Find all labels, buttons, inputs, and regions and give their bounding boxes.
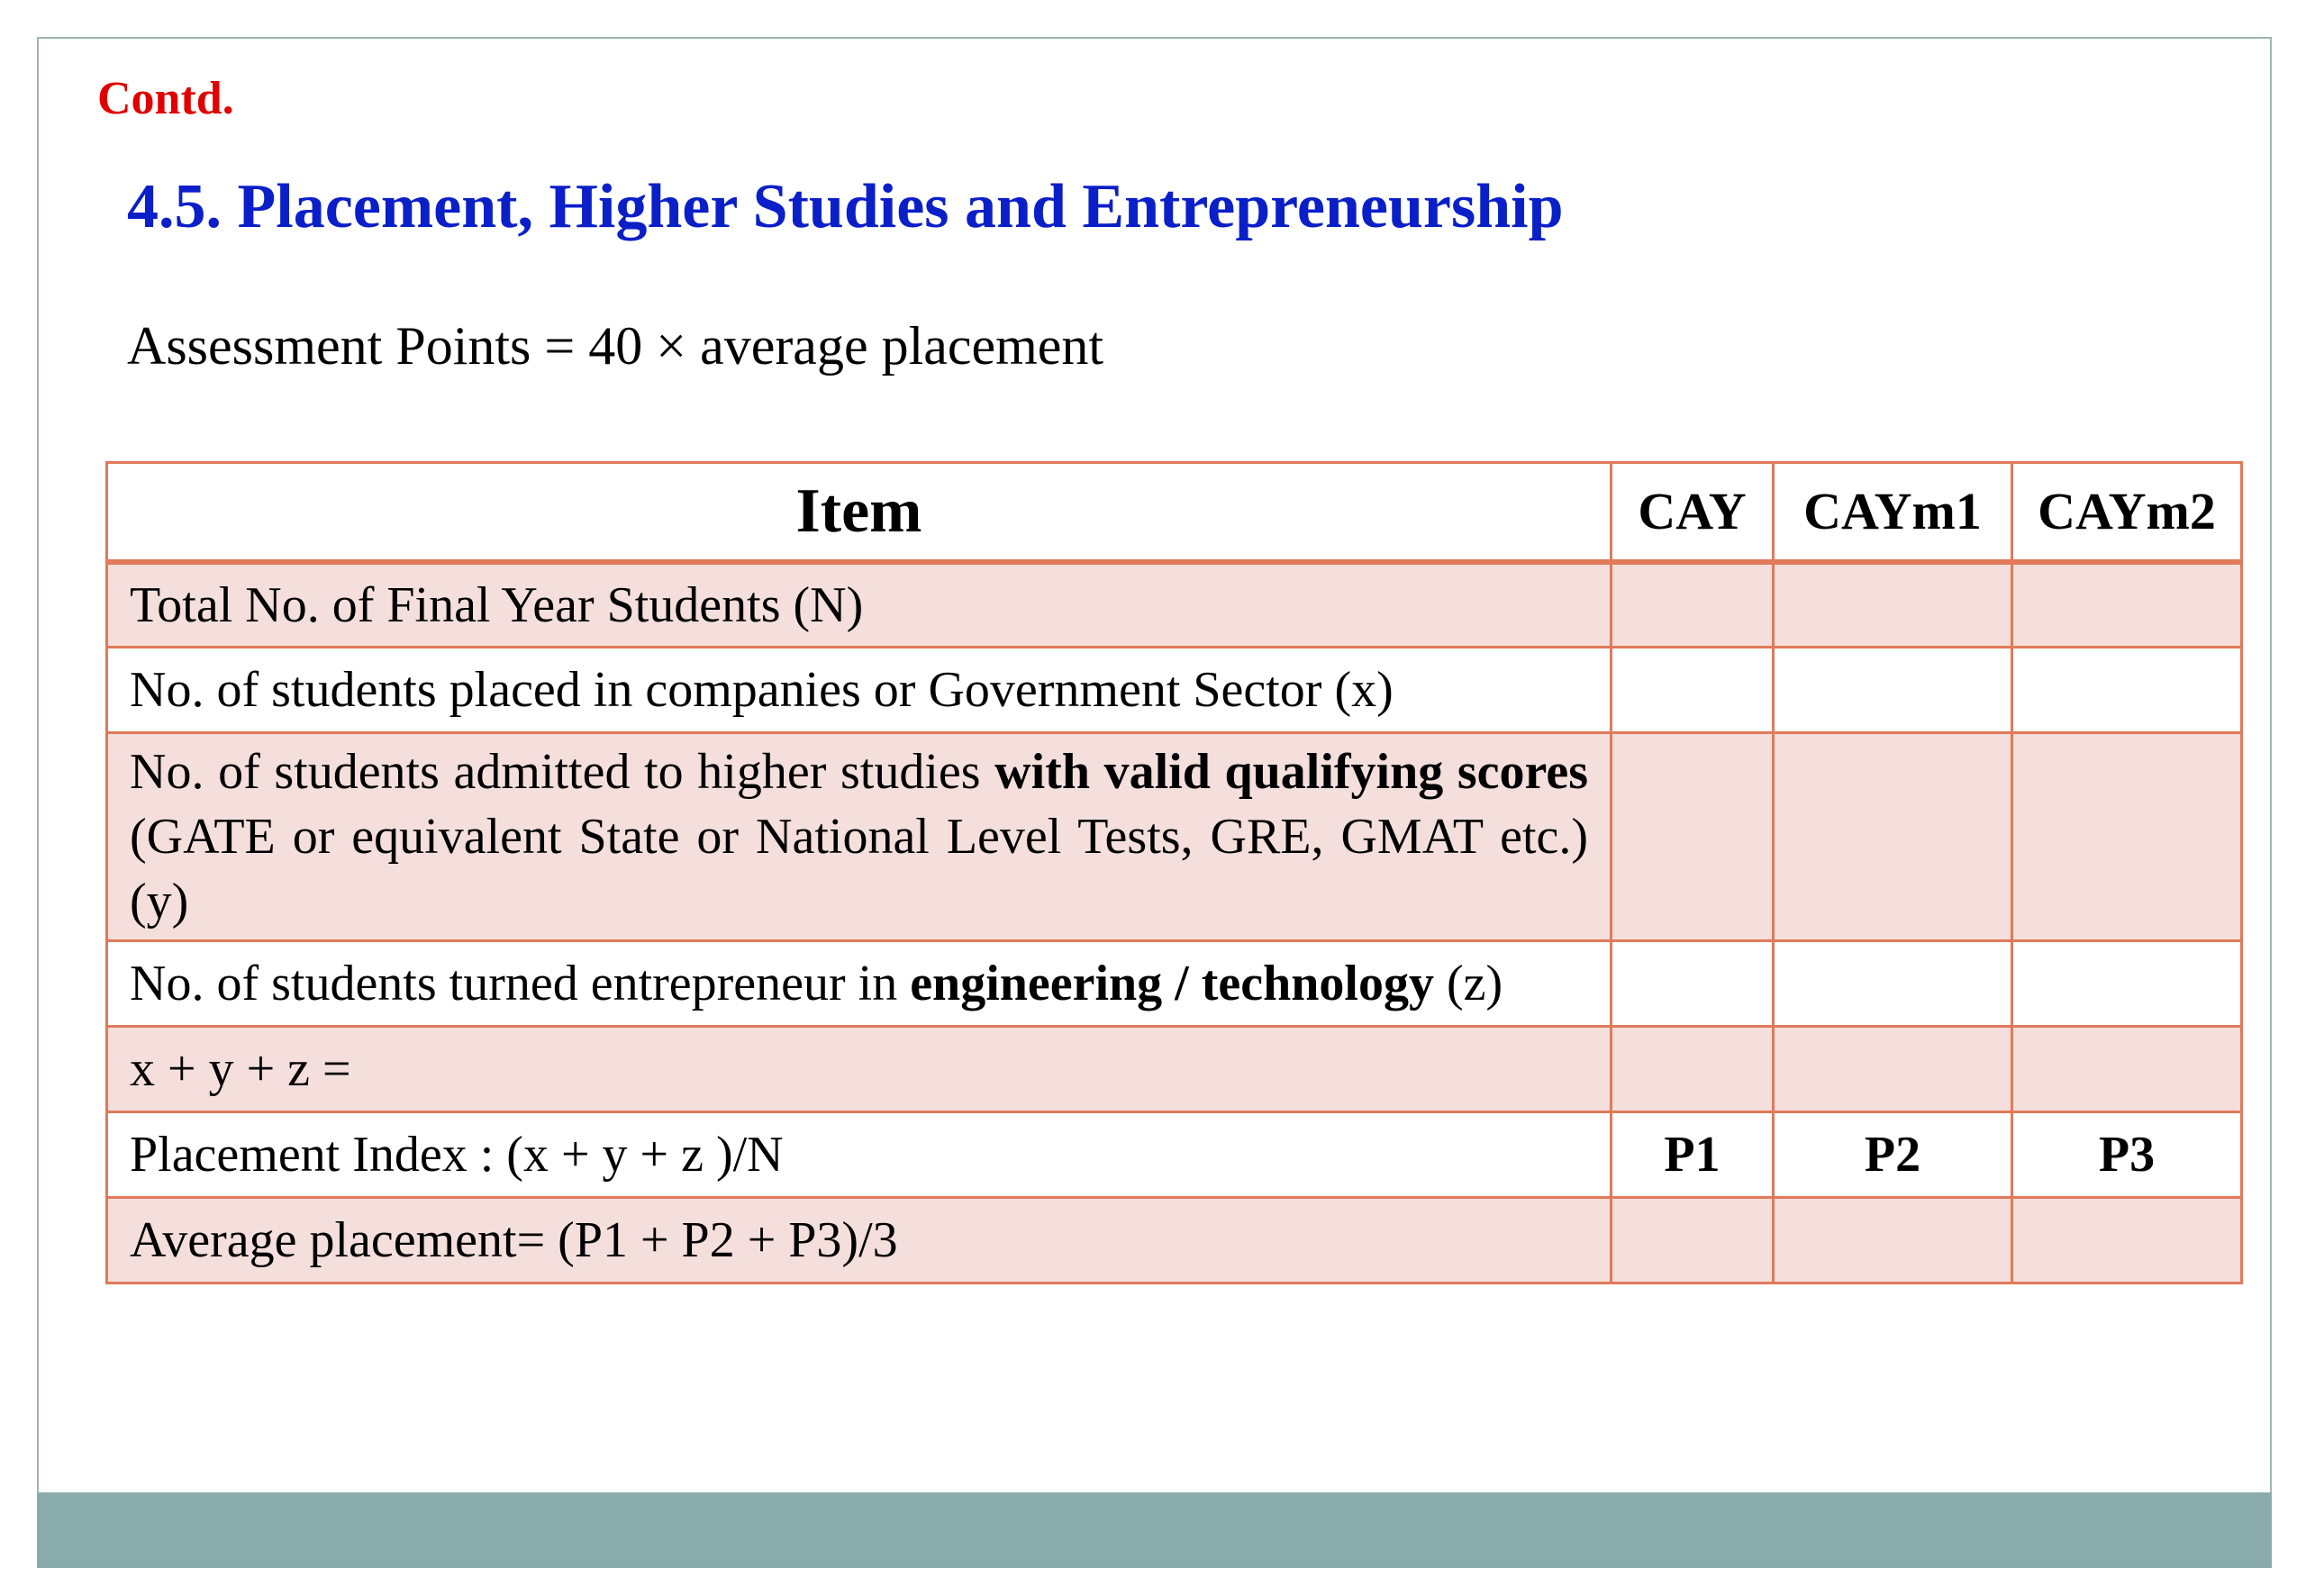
cell-caym1 — [1774, 941, 2012, 1027]
table-row — [107, 1027, 2242, 1112]
row-text: No. of students admitted to higher studies — [130, 744, 995, 800]
footer-bar — [37, 1492, 2272, 1568]
table-header-row — [107, 463, 2242, 562]
table-row — [107, 733, 2242, 941]
row-label-average-placement: Average placement= (P1 + P2 + P3)/3 — [107, 1198, 1611, 1283]
cell-caym1 — [1774, 648, 2012, 733]
cell-p1: P1 — [1611, 1112, 1774, 1198]
cell-caym2 — [2012, 648, 2242, 733]
cell-p2: P2 — [1774, 1112, 2012, 1198]
row-label-total-students: Total No. of Final Year Students (N) — [107, 562, 1611, 648]
cell-caym2 — [2012, 1198, 2242, 1283]
cell-caym1 — [1774, 733, 2012, 941]
cell-caym1 — [1774, 1198, 2012, 1283]
contd-label: Contd. — [97, 73, 234, 124]
assessment-formula: Assessment Points = 40 × average placement — [127, 316, 1104, 376]
table-row — [107, 941, 2242, 1027]
row-text-bold: engineering / technology — [910, 956, 1434, 1011]
table-row — [107, 1198, 2242, 1283]
row-label-sum: x + y + z = — [107, 1027, 1611, 1112]
section-title: 4.5. Placement, Higher Studies and Entrepreneurship — [127, 172, 1564, 241]
cell-caym1 — [1774, 562, 2012, 648]
cell-cay — [1611, 648, 1774, 733]
cell-cay — [1611, 941, 1774, 1027]
cell-cay — [1611, 733, 1774, 941]
row-text: No. of students turned entrepreneur in — [130, 956, 911, 1011]
header-cay: CAY — [1611, 463, 1774, 562]
cell-caym2 — [2012, 941, 2242, 1027]
row-label-placement-index: Placement Index : (x + y + z )/N — [107, 1112, 1611, 1198]
cell-caym2 — [2012, 1027, 2242, 1112]
cell-cay — [1611, 1027, 1774, 1112]
table-row — [107, 1112, 2242, 1198]
cell-cay — [1611, 1198, 1774, 1283]
header-caym2: CAYm2 — [2012, 463, 2242, 562]
row-label-placed: No. of students placed in companies or Government Sector (x) — [107, 648, 1611, 733]
row-text: (GATE or equivalent State or National Level Tests, GRE, GMAT etc.) (y) — [130, 809, 1588, 929]
row-label-entrepreneur — [107, 941, 1611, 1027]
row-label-higher-studies — [107, 733, 1611, 941]
cell-cay — [1611, 562, 1774, 648]
placement-table — [105, 461, 2243, 1284]
header-item: Item — [107, 463, 1611, 562]
table-row — [107, 648, 2242, 733]
row-text: (z) — [1433, 956, 1503, 1011]
header-caym1: CAYm1 — [1774, 463, 2012, 562]
cell-caym2 — [2012, 562, 2242, 648]
cell-caym1 — [1774, 1027, 2012, 1112]
cell-caym2 — [2012, 733, 2242, 941]
table-row — [107, 562, 2242, 648]
cell-p3: P3 — [2012, 1112, 2242, 1198]
row-text-bold: with valid qualifying scores — [994, 744, 1589, 800]
